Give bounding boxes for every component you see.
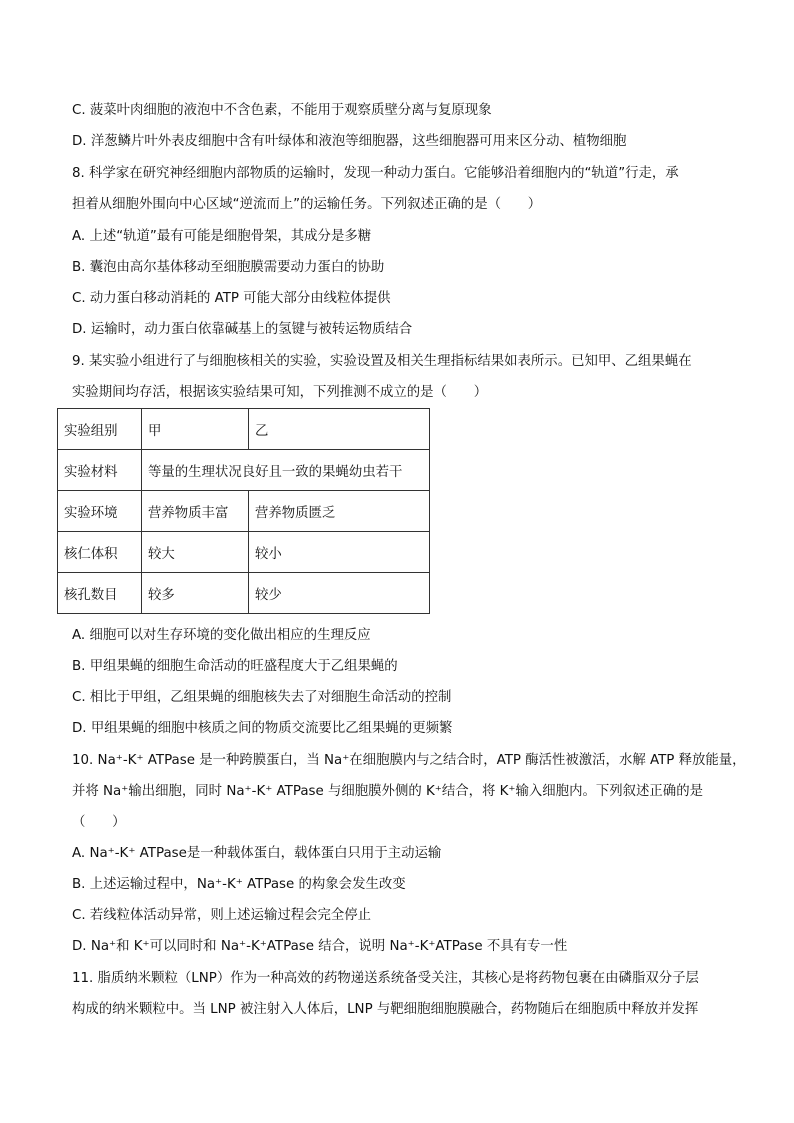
question-10-line-1: 10. Na⁺-K⁺ ATPase 是一种跨膜蛋白，当 Na⁺在细胞膜内与之结合时，ATP 酶活性被激活，水解 ATP 释放能量，	[72, 753, 746, 768]
table-cell: 等量的生理状况良好且一致的果蝇幼虫若干	[142, 450, 430, 491]
table-row	[58, 450, 430, 491]
table-cell: 营养物质匮乏	[249, 491, 430, 532]
experiment-table	[57, 408, 430, 614]
question-9-line-2: 实验期间均存活，根据该实验结果可知，下列推测不成立的是（ ）	[72, 385, 488, 400]
option-9b: B. 甲组果蝇的细胞生命活动的旺盛程度大于乙组果蝇的	[72, 659, 398, 674]
table-cell: 核仁体积	[58, 532, 142, 573]
question-9-line-1: 9. 某实验小组进行了与细胞核相关的实验，实验设置及相关生理指标结果如表所示。已知甲、乙组果蝇在	[72, 354, 692, 369]
option-10a: A. Na⁺-K⁺ ATPase是一种载体蛋白，载体蛋白只用于主动运输	[72, 846, 442, 861]
question-8-line-2: 担着从细胞外围向中心区域“逆流而上”的运输任务。下列叙述正确的是（ ）	[72, 197, 542, 212]
option-9c: C. 相比于甲组，乙组果蝇的细胞核失去了对细胞生命活动的控制	[72, 690, 452, 705]
option-9a: A. 细胞可以对生存环境的变化做出相应的生理反应	[72, 628, 371, 643]
question-11-line-1: 11. 脂质纳米颗粒（LNP）作为一种高效的药物递送系统备受关注，其核心是将药物包裹在由磷脂双分子层	[72, 971, 699, 986]
question-8-line-1: 8. 科学家在研究神经细胞内部物质的运输时，发现一种动力蛋白。它能够沿着细胞内的“轨道”行走，承	[72, 166, 679, 181]
option-7d: D. 洋葱鳞片叶外表皮细胞中含有叶绿体和液泡等细胞器，这些细胞器可用来区分动、植物细胞	[72, 134, 627, 149]
table-cell: 较大	[142, 532, 249, 573]
table-cell: 乙	[249, 409, 430, 450]
table-cell: 较少	[249, 573, 430, 614]
table-cell: 营养物质丰富	[142, 491, 249, 532]
table-cell: 实验组别	[58, 409, 142, 450]
option-10c: C. 若线粒体活动异常，则上述运输过程会完全停止	[72, 908, 372, 923]
option-8d: D. 运输时，动力蛋白依靠碱基上的氢键与被转运物质结合	[72, 322, 413, 337]
table-cell: 甲	[142, 409, 249, 450]
option-10d: D. Na⁺和 K⁺可以同时和 Na⁺-K⁺ATPase 结合，说明 Na⁺-K⁺ATPase 不具有专一性	[72, 939, 568, 954]
table-cell: 较多	[142, 573, 249, 614]
option-8c: C. 动力蛋白移动消耗的 ATP 可能大部分由线粒体提供	[72, 291, 391, 306]
table-row	[58, 409, 430, 450]
option-8a: A. 上述“轨道”最有可能是细胞骨架，其成分是多糖	[72, 229, 372, 244]
table-row	[58, 573, 430, 614]
option-9d: D. 甲组果蝇的细胞中核质之间的物质交流要比乙组果蝇的更频繁	[72, 721, 453, 736]
option-7c: C. 菠菜叶肉细胞的液泡中不含色素，不能用于观察质壁分离与复原现象	[72, 103, 492, 118]
question-10-line-2: 并将 Na⁺输出细胞，同时 Na⁺-K⁺ ATPase 与细胞膜外侧的 K⁺结合，将 K⁺输入细胞内。下列叙述正确的是	[72, 784, 703, 799]
option-10b: B. 上述运输过程中，Na⁺-K⁺ ATPase 的构象会发生改变	[72, 877, 406, 892]
table-cell: 实验环境	[58, 491, 142, 532]
table-cell: 实验材料	[58, 450, 142, 491]
table-cell: 核孔数目	[58, 573, 142, 614]
table-row	[58, 491, 430, 532]
table-cell: 较小	[249, 532, 430, 573]
question-11-line-2: 构成的纳米颗粒中。当 LNP 被注射入人体后，LNP 与靶细胞细胞膜融合，药物随后在细胞质中释放并发挥	[72, 1002, 699, 1017]
question-10-line-3: （ ）	[72, 815, 126, 830]
option-8b: B. 囊泡由高尔基体移动至细胞膜需要动力蛋白的协助	[72, 260, 385, 275]
table-row	[58, 532, 430, 573]
